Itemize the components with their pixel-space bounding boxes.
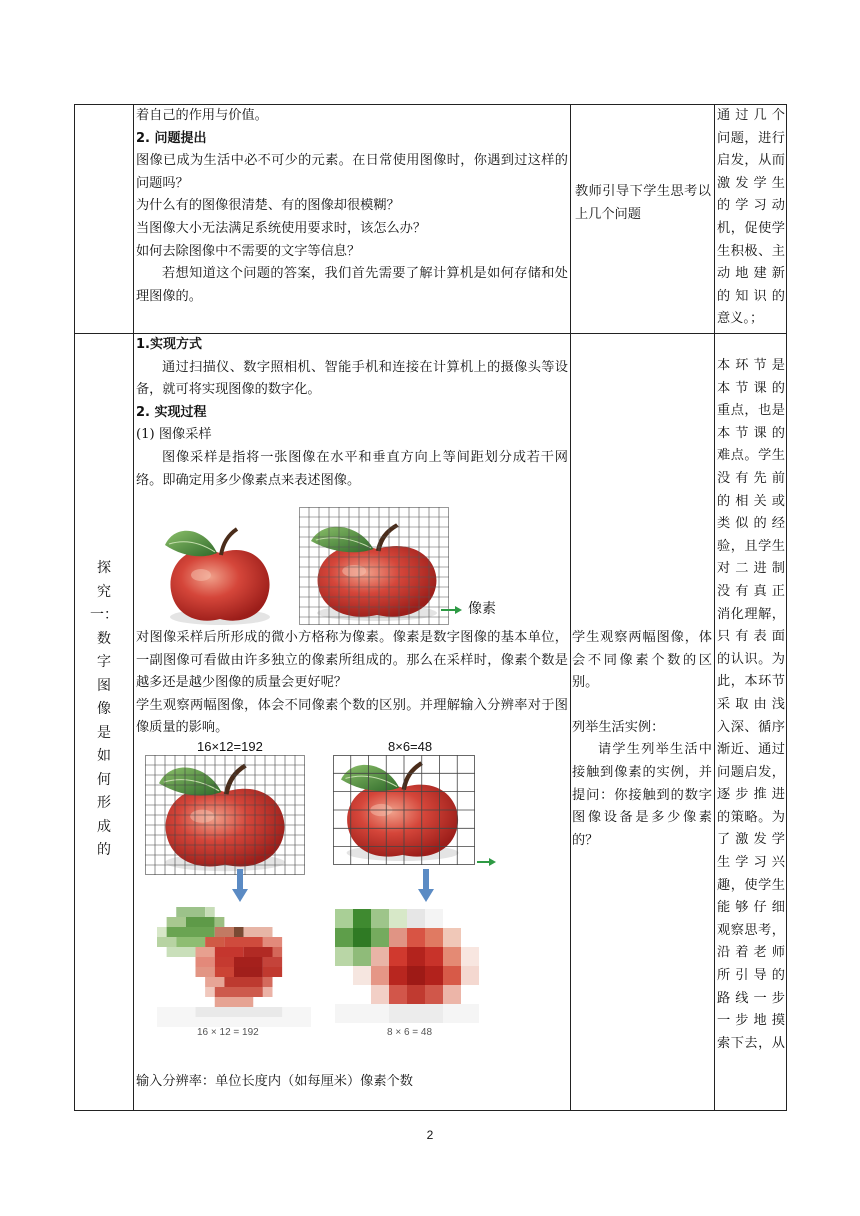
row1-line-3: 为什么有的图像很清楚、有的图像却很模糊？ — [136, 198, 400, 214]
intent2-line: 入深、循序 — [717, 719, 785, 735]
grid-b-caption: 8 × 6 = 48 — [387, 1027, 433, 1038]
row1-intent — [715, 105, 787, 331]
section-char: 形 — [97, 795, 111, 811]
intent1-line: 生积极、主 — [717, 243, 785, 259]
section-char: 数 — [97, 630, 111, 647]
intent1-line: 的学习动 — [717, 198, 785, 214]
row1-line-6: 若想知道这个问题的答案，我们首先需要了解计算机是如何存储和处理图像的。 — [136, 266, 568, 304]
row2-content-top — [136, 334, 568, 492]
observe-text: 学生观察两幅图像，体会不同像素个数的区别。并理解输入分辨率对于图像质量的影响。 — [136, 697, 568, 736]
section-title — [75, 557, 133, 863]
row2-content-mid — [136, 627, 568, 740]
section-char: 成 — [97, 818, 111, 835]
method-text: 通过扫描仪、数字照相机、智能手机和连接在计算机上的摄像头等设备，就可将实现图像的数字化。 — [136, 359, 568, 398]
intent2-line: 索下去，从 — [717, 1035, 785, 1051]
row1-line-4: 当图像大小无法满足系统使用要求时，该怎么办？ — [136, 220, 427, 236]
section-char: 图 — [97, 677, 111, 694]
intent2-line: 本节课的 — [717, 380, 785, 396]
intent2-line: 本环节是 — [717, 358, 785, 373]
intent2-line: 没有先前 — [717, 470, 785, 486]
col-divider-1 — [133, 105, 134, 1110]
intent2-line: 了激发学 — [717, 832, 785, 848]
section-char: 何 — [97, 771, 111, 788]
sampling-text: 图像采样是指将一张图像在水平和垂直方向上等间距划分成若干网络。即确定用多少像素点来表述图像。 — [136, 449, 568, 488]
intent2-line: 只有表面 — [717, 629, 785, 645]
intent2-line: 一步地摸 — [717, 1013, 785, 1029]
section-char: 的 — [97, 842, 111, 858]
intent2-line: 趣，使学生 — [717, 877, 785, 893]
activity-question: 请学生列举生活中接触到像素的实例，并提问：你接触到的数字图像设备是多少像素的？ — [572, 742, 712, 848]
intent1-line: 的知识的 — [717, 288, 785, 304]
down-arrow-icon — [418, 869, 434, 903]
intent2-line: 的策略。为 — [717, 809, 785, 825]
intent2-line: 对二进制 — [717, 561, 785, 577]
row1-teacher: 教师引导下学生思考以上几个问题 — [575, 184, 711, 222]
intent2-line: 所引导的 — [717, 968, 785, 984]
lesson-table — [74, 104, 787, 1111]
apple-grid-16x12 — [145, 755, 305, 875]
intent2-line: 路线一步 — [717, 990, 785, 1006]
intent2-line: 的认识。为 — [717, 651, 785, 667]
section-char: 究 — [97, 583, 111, 600]
grid-a-caption: 16 × 12 = 192 — [197, 1027, 259, 1038]
intent1-line: 动地建新 — [717, 266, 785, 282]
problem-heading: 2. 问题提出 — [136, 130, 207, 146]
intent2-line: 消化理解， — [717, 606, 785, 622]
intent2-line: 验，且学生 — [717, 538, 785, 554]
intent2-line: 重点，也是 — [717, 403, 785, 419]
apple-grid-8x6 — [333, 755, 475, 865]
process-heading: 2. 实现过程 — [136, 404, 207, 420]
pixel-definition: 对图像采样后所形成的微小方格称为像素。像素是数字图像的基本单位，一副图像可看做由许多独立的像素所组成的。那么在采样时，像素个数是越多还是越少图像的质量会更好呢？ — [136, 630, 568, 691]
down-arrow-icon — [232, 869, 248, 903]
activity-observe: 学生观察两幅图像，体会不同像素个数的区别。 — [572, 630, 712, 691]
section-char: 一： — [90, 607, 118, 623]
intent2-line: 没有真正 — [717, 583, 785, 599]
row1-line-5: 如何去除图像中不需要的文字等信息？ — [136, 243, 361, 259]
section-char: 是 — [97, 724, 111, 741]
intent2-line: 采取由浅 — [717, 696, 785, 712]
section-char: 像 — [97, 701, 111, 717]
row1-line-2: 图像已成为生活中必不可少的元素。在日常使用图像时，你遇到过这样的问题吗？ — [136, 153, 568, 191]
intent2-line: 观察思考， — [717, 922, 785, 938]
grid-a-title: 16×12=192 — [197, 739, 263, 754]
row1-line-0: 着自己的作用与价值。 — [136, 108, 268, 123]
intent2-line: 沿着老师 — [717, 945, 785, 961]
pixel-arrow-icon — [441, 605, 463, 615]
grid-b-title: 8×6=48 — [388, 739, 433, 754]
intent1-line: 意义。； — [717, 311, 764, 327]
intent2-line: 能够仔细 — [717, 900, 785, 916]
page-number: 2 — [426, 1128, 434, 1142]
intent2-line: 生学习兴 — [717, 855, 785, 871]
section-char: 如 — [97, 748, 111, 764]
intent1-line: 机，促使学 — [717, 220, 785, 236]
col-divider-2 — [570, 105, 571, 1110]
pixel-label: 像素 — [468, 601, 496, 617]
resolution-text: 输入分辨率：单位长度内（如每厘米）像素个数 — [136, 1074, 413, 1089]
row1-content — [136, 105, 568, 308]
intent2-line: 难点。学生 — [717, 448, 785, 464]
intent1-line: 启发，从而 — [717, 153, 785, 169]
intent2-line: 类似的经 — [717, 516, 785, 532]
section-char: 字 — [97, 654, 111, 670]
row2-activity — [572, 627, 712, 852]
intent2-line: 本节课的 — [717, 425, 785, 441]
intent2-line: 渐近、通过 — [717, 742, 785, 758]
intent1-line: 通过几个 — [717, 108, 785, 123]
intent2-line: 此，本环节 — [717, 674, 785, 690]
pixelated-apple-192 — [157, 907, 311, 1027]
intent1-line: 激发学生 — [717, 175, 785, 191]
apple-photo — [149, 523, 291, 625]
sampling-heading: (1) 图像采样 — [136, 427, 212, 443]
row2-intent — [715, 355, 787, 1055]
intent2-line: 逐步推进 — [717, 787, 785, 803]
intent2-line: 问题启发， — [717, 764, 785, 780]
intent1-line: 问题，进行 — [717, 130, 785, 146]
pixelated-apple-48 — [335, 909, 479, 1023]
activity-heading: 列举生活实例： — [572, 719, 665, 735]
intent2-line: 的相关或 — [717, 493, 785, 509]
grid-arrow-icon — [477, 857, 497, 867]
apple-grid-image — [299, 507, 449, 625]
method-heading: 1.实现方式 — [136, 337, 202, 352]
section-char: 探 — [97, 560, 111, 576]
